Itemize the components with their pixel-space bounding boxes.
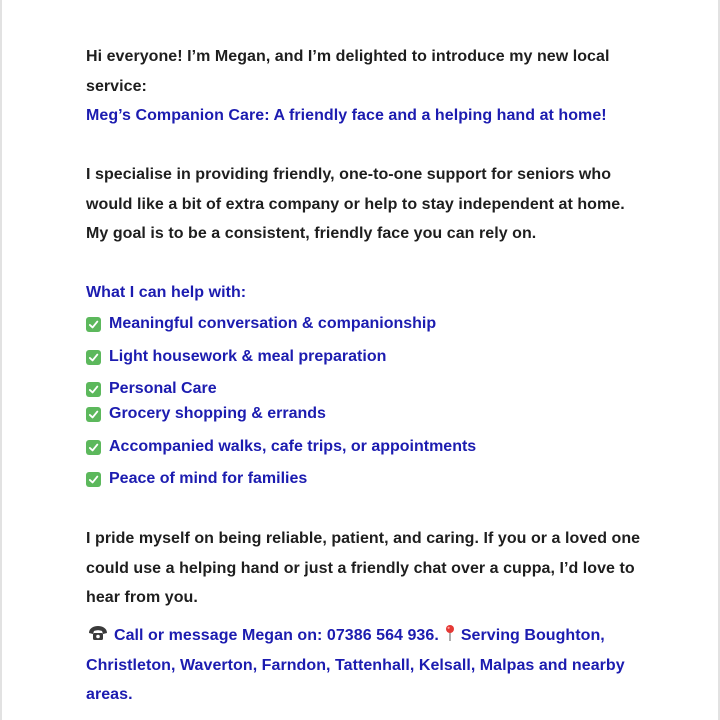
service-item (86, 378, 217, 400)
service-item-label: Accompanied walks, cafe trips, or appointments (109, 438, 477, 455)
telephone-icon (86, 623, 110, 641)
contact-block (86, 621, 646, 710)
page-edge-left (0, 0, 2, 720)
service-item-label: Peace of mind for families (109, 470, 308, 487)
services-heading: What I can help with: (86, 284, 247, 301)
cropped-title-fragment (182, 0, 216, 4)
check-mark-icon (86, 472, 101, 487)
intro-greeting: Hi everyone! I’m Megan, and I’m delighted to introduce my new local service: (86, 48, 610, 95)
contact-call-text: Call or message Megan on: 07386 564 936. (114, 627, 439, 644)
map-pin-icon (443, 623, 457, 641)
service-item-label: Light housework & meal preparation (109, 348, 387, 365)
check-mark-icon (86, 317, 101, 332)
closing-paragraph: I pride myself on being reliable, patient, and caring. If you or a loved one could use a helping hand or just a friendly chat over a cuppa, I’d love to hear from you. (86, 530, 641, 606)
service-item-label: Personal Care (109, 380, 217, 397)
intro-tagline: Meg’s Companion Care: A friendly face and a helping hand at home! (86, 107, 607, 124)
check-mark-icon (86, 382, 101, 397)
service-item (86, 436, 476, 458)
about-paragraph: I specialise in providing friendly, one-to-one support for seniors who would like a bit of extra company or help to stay independent at home. My goal is to be a consistent, friendly face you can rely on. (86, 166, 625, 242)
service-item-label: Grocery shopping & errands (109, 405, 326, 422)
check-mark-icon (86, 407, 101, 422)
check-mark-icon (86, 350, 101, 365)
service-item (86, 346, 386, 368)
contact-area-text: Serving Boughton, Christleton, Waverton, Farndon, Tattenhall, Kelsall, Malpas and nearby areas. (86, 627, 625, 703)
check-mark-icon (86, 440, 101, 455)
service-item (86, 403, 326, 425)
service-item-label: Meaningful conversation & companionship (109, 315, 437, 332)
service-item (86, 468, 307, 490)
service-item (86, 313, 436, 335)
